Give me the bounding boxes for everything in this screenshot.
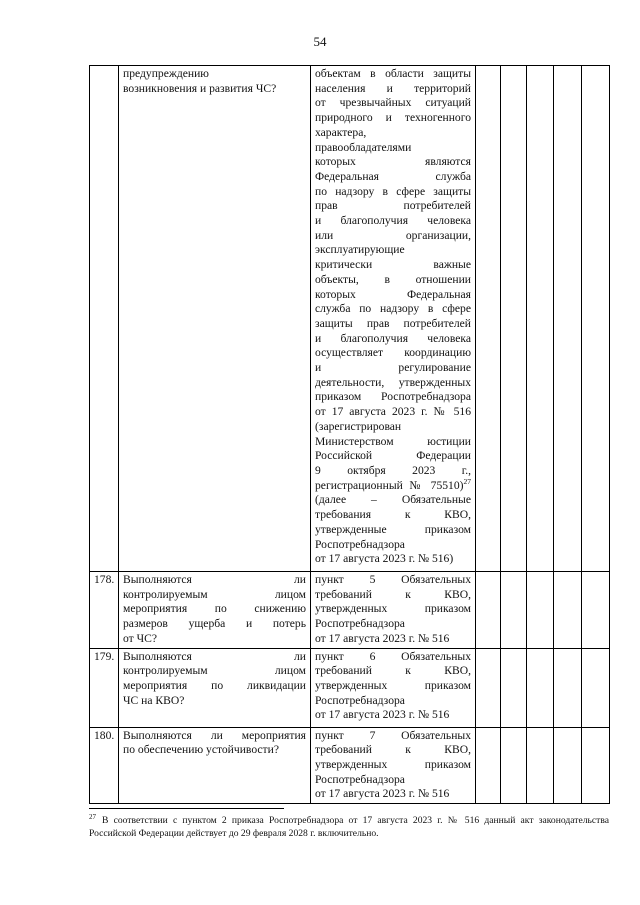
answer-cell bbox=[476, 572, 501, 649]
line-text: Выполняются ли мероприятия bbox=[123, 728, 306, 742]
answer-cell bbox=[554, 727, 582, 804]
text-line bbox=[315, 288, 471, 303]
answer-cell bbox=[527, 727, 554, 804]
line-text: предупреждению bbox=[123, 67, 209, 80]
line-text: мероприятия по ликвидации bbox=[123, 678, 306, 692]
text-line bbox=[315, 602, 471, 617]
line-text: контролируемым лицом bbox=[123, 587, 306, 601]
text-line bbox=[315, 258, 471, 273]
text-line bbox=[315, 229, 471, 244]
page-number: 54 bbox=[313, 34, 327, 49]
text-line bbox=[315, 376, 471, 391]
line-text: (зарегистрирован bbox=[315, 419, 402, 433]
line-text: объектам в области защиты bbox=[315, 67, 471, 80]
text-line bbox=[315, 111, 471, 126]
answer-cell bbox=[554, 648, 582, 727]
table-body bbox=[90, 66, 610, 804]
line-text: пункт 7 Обязательных bbox=[315, 728, 471, 742]
text-line bbox=[123, 743, 306, 758]
line-text: которых Федеральная bbox=[315, 287, 471, 301]
text-line bbox=[315, 523, 471, 538]
text-line bbox=[315, 679, 471, 694]
text-line bbox=[315, 493, 471, 508]
row-number-cell: 178. bbox=[90, 572, 119, 649]
line-text: регистрационный № 75510) bbox=[315, 478, 464, 492]
line-text: Выполняются ли bbox=[123, 649, 306, 663]
line-text: по надзору в сфере защиты bbox=[315, 184, 471, 198]
text-line bbox=[123, 573, 306, 588]
text-line bbox=[315, 650, 471, 665]
text-line bbox=[315, 302, 471, 317]
line-text: населения и территорий bbox=[315, 81, 471, 95]
requirements-table bbox=[89, 65, 610, 804]
line-text: Роспотребнадзора bbox=[315, 537, 405, 551]
text-line bbox=[123, 632, 306, 647]
text-line bbox=[315, 126, 471, 141]
question-cell bbox=[119, 66, 311, 572]
answer-cell bbox=[476, 66, 501, 572]
line-text: правообладателями bbox=[315, 140, 412, 154]
answer-cell bbox=[476, 648, 501, 727]
line-text: от 17 августа 2023 г. № 516) bbox=[315, 552, 454, 566]
text-line bbox=[123, 679, 306, 694]
text-line bbox=[315, 185, 471, 200]
line-text: требований к КВО, bbox=[315, 743, 471, 757]
text-line bbox=[315, 588, 471, 603]
answer-cell bbox=[527, 66, 554, 572]
text-line bbox=[315, 773, 471, 788]
line-text: Роспотребнадзора bbox=[315, 617, 405, 631]
answer-cell bbox=[582, 572, 610, 649]
text-line bbox=[315, 390, 471, 405]
text-line bbox=[123, 588, 306, 603]
text-line bbox=[315, 758, 471, 773]
line-text: возникновения и развития ЧС? bbox=[123, 81, 277, 95]
text-line bbox=[123, 67, 306, 82]
line-text: Федеральная служба bbox=[315, 169, 471, 183]
text-line bbox=[315, 361, 471, 376]
text-line bbox=[315, 155, 471, 170]
text-line bbox=[315, 552, 471, 567]
text-line bbox=[315, 617, 471, 632]
text-line bbox=[315, 67, 471, 82]
line-text: по обеспечению устойчивости? bbox=[123, 743, 279, 757]
answer-cell bbox=[527, 572, 554, 649]
answer-cell bbox=[582, 66, 610, 572]
line-text: прав потребителей bbox=[315, 199, 471, 213]
question-cell bbox=[119, 727, 311, 804]
line-text: размеров ущерба и потерь bbox=[123, 617, 306, 631]
text-line bbox=[315, 332, 471, 347]
line-text: утвержденных приказом bbox=[315, 602, 471, 616]
line-text: эксплуатирующие bbox=[315, 243, 405, 257]
line-text: требований к КВО, bbox=[315, 664, 471, 678]
text-line bbox=[123, 694, 306, 709]
footnote bbox=[89, 814, 609, 840]
text-line bbox=[315, 82, 471, 97]
answer-cell bbox=[501, 648, 527, 727]
line-text: Министерством юстиции bbox=[315, 434, 471, 448]
text-line bbox=[315, 729, 471, 744]
line-text: 9 октября 2023 г., bbox=[315, 463, 471, 477]
text-line bbox=[123, 82, 306, 97]
answer-cell bbox=[582, 727, 610, 804]
question-cell bbox=[119, 572, 311, 649]
row-number-cell: 180. bbox=[90, 727, 119, 804]
text-line bbox=[315, 170, 471, 185]
line-text: утвержденных приказом bbox=[315, 757, 471, 771]
line-text: критически важные bbox=[315, 258, 471, 272]
text-line bbox=[315, 420, 471, 435]
footnote-text: В соответствии с пунктом 2 приказа Роспотребнадзора от 17 августа 2023 г. № 516 данный акт законодательства Российской Федерации действует до 29 февраля 2028 г. включительно. bbox=[89, 815, 609, 839]
line-text: Российской Федерации bbox=[315, 449, 471, 463]
line-text: требования к КВО, bbox=[315, 508, 471, 522]
line-text: от 17 августа 2023 г. № 516 bbox=[315, 787, 450, 801]
reference-cell bbox=[311, 727, 476, 804]
footnote-mark: 27 bbox=[89, 812, 96, 821]
line-text: служба по надзору в сфере bbox=[315, 302, 471, 316]
reference-cell bbox=[311, 572, 476, 649]
answer-cell bbox=[554, 66, 582, 572]
text-line bbox=[315, 694, 471, 709]
line-text: или организации, bbox=[315, 228, 471, 242]
line-text: утвержденных приказом bbox=[315, 678, 471, 692]
line-text: и регулирование bbox=[315, 361, 471, 375]
text-line bbox=[315, 346, 471, 361]
text-line bbox=[123, 729, 306, 744]
footnote-reference: 27 bbox=[463, 476, 471, 486]
answer-cell bbox=[582, 648, 610, 727]
text-line bbox=[123, 664, 306, 679]
line-text: от чрезвычайных ситуаций bbox=[315, 96, 471, 110]
text-line bbox=[315, 464, 471, 479]
line-text: ЧС на КВО? bbox=[123, 693, 185, 707]
line-text: Роспотребнадзора bbox=[315, 772, 405, 786]
footnote-divider bbox=[89, 808, 284, 809]
row-number-cell bbox=[90, 66, 119, 572]
line-text: осуществляет координацию bbox=[315, 346, 471, 360]
text-line bbox=[315, 708, 471, 723]
question-cell bbox=[119, 648, 311, 727]
answer-cell bbox=[527, 648, 554, 727]
reference-cell bbox=[311, 66, 476, 572]
text-line bbox=[123, 617, 306, 632]
line-text: Выполняются ли bbox=[123, 573, 306, 586]
line-text: от 17 августа 2023 г. № 516 bbox=[315, 405, 471, 419]
line-text: и благополучия человека bbox=[315, 214, 471, 228]
line-text: от 17 августа 2023 г. № 516 bbox=[315, 708, 450, 722]
text-line bbox=[315, 573, 471, 588]
line-text: утвержденные приказом bbox=[315, 522, 471, 536]
line-text: приказом Роспотребнадзора bbox=[315, 390, 471, 404]
text-line bbox=[315, 538, 471, 553]
table-row bbox=[90, 572, 610, 649]
answer-cell bbox=[554, 572, 582, 649]
text-line bbox=[315, 214, 471, 229]
text-line bbox=[315, 435, 471, 450]
text-line bbox=[123, 650, 306, 665]
answer-cell bbox=[476, 727, 501, 804]
text-line bbox=[315, 476, 471, 494]
answer-cell bbox=[501, 727, 527, 804]
line-text: Роспотребнадзора bbox=[315, 693, 405, 707]
text-line bbox=[315, 664, 471, 679]
text-line bbox=[315, 273, 471, 288]
line-text: природного и техногенного bbox=[315, 111, 471, 125]
text-line bbox=[315, 743, 471, 758]
text-line bbox=[315, 787, 471, 802]
answer-cell bbox=[501, 572, 527, 649]
table-row bbox=[90, 66, 610, 572]
text-line bbox=[315, 243, 471, 258]
line-text: деятельности, утвержденных bbox=[315, 375, 471, 389]
text-line bbox=[315, 449, 471, 464]
line-text: защиты прав потребителей bbox=[315, 316, 471, 330]
line-text: от 17 августа 2023 г. № 516 bbox=[315, 631, 450, 645]
table-row bbox=[90, 727, 610, 804]
line-text: пункт 5 Обязательных bbox=[315, 573, 471, 586]
text-line bbox=[315, 317, 471, 332]
text-line bbox=[123, 602, 306, 617]
line-text: (далее – Обязательные bbox=[315, 493, 471, 507]
text-line bbox=[315, 199, 471, 214]
text-line bbox=[315, 508, 471, 523]
line-text: от ЧС? bbox=[123, 631, 158, 645]
line-text: контролируемым лицом bbox=[123, 664, 306, 678]
text-line bbox=[315, 632, 471, 647]
line-text: мероприятия по снижению bbox=[123, 602, 306, 616]
text-line bbox=[315, 141, 471, 156]
line-text: требований к КВО, bbox=[315, 587, 471, 601]
text-line bbox=[315, 405, 471, 420]
line-text: которых являются bbox=[315, 155, 471, 169]
row-number-cell: 179. bbox=[90, 648, 119, 727]
answer-cell bbox=[501, 66, 527, 572]
line-text: и благополучия человека bbox=[315, 331, 471, 345]
line-text: объекты, в отношении bbox=[315, 272, 471, 286]
line-text: характера, bbox=[315, 125, 367, 139]
reference-cell bbox=[311, 648, 476, 727]
table-row bbox=[90, 648, 610, 727]
line-text: пункт 6 Обязательных bbox=[315, 649, 471, 663]
text-line bbox=[315, 96, 471, 111]
